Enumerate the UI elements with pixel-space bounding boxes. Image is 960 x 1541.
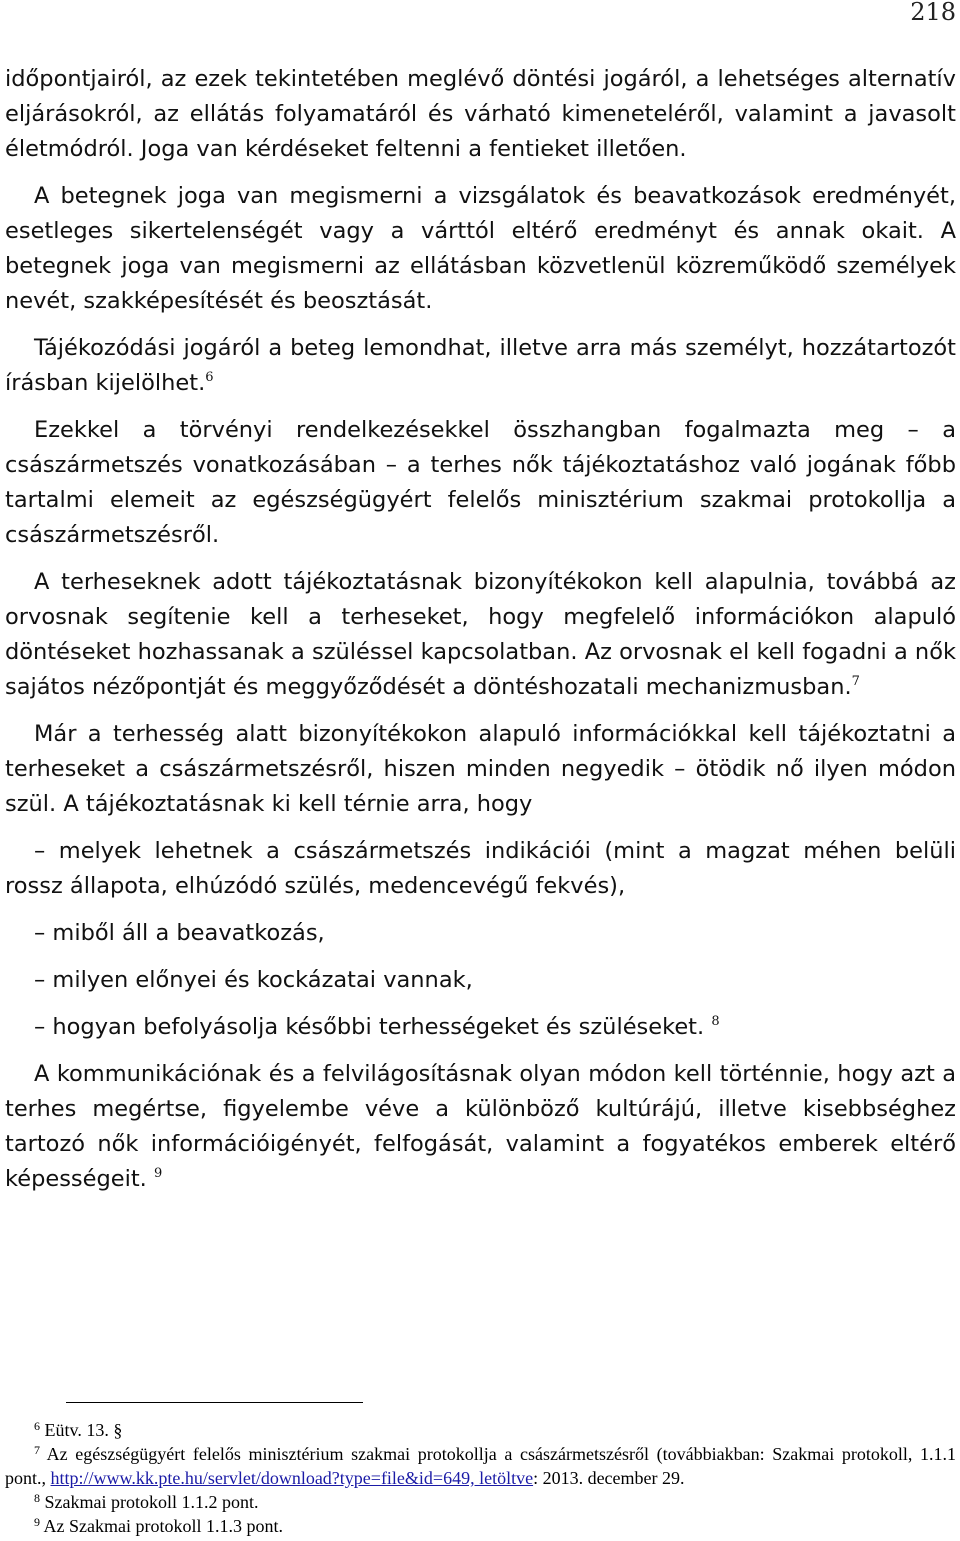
paragraph-5 — [5, 565, 956, 705]
footnote-7-text: Az egészségügyért felelős minisztérium szakmai protokollja a császármetszésről (továbbiakban: Szakmai protokoll, 1.1.1 pont., — [5, 1444, 956, 1488]
list-item-4-text: – hogyan befolyásolja későbbi terhességeket és szüléseket. — [34, 1014, 705, 1040]
footnote-divider — [66, 1402, 363, 1403]
footnote-number: 6 — [34, 1419, 40, 1433]
footnote-7-date: : 2013. december 29. — [533, 1468, 685, 1488]
paragraph-6 — [5, 717, 956, 822]
footnote-9-text: Az Szakmai protokoll 1.1.3 pont. — [43, 1516, 283, 1536]
paragraph-1 — [5, 62, 956, 167]
list-item — [5, 1010, 956, 1045]
paragraph-3 — [5, 331, 956, 401]
footnote-ref-9[interactable]: 9 — [154, 1166, 163, 1181]
list-item — [5, 963, 956, 998]
footnote-8-text: Szakmai protokoll 1.1.2 pont. — [44, 1492, 259, 1512]
footnote-number: 8 — [34, 1491, 40, 1505]
footnote-6 — [5, 1418, 956, 1442]
body-text — [5, 62, 956, 1209]
footnote-ref-6[interactable]: 6 — [205, 370, 214, 385]
footnote-number: 7 — [34, 1443, 40, 1457]
footnote-ref-8[interactable]: 8 — [711, 1014, 720, 1029]
footnote-7 — [5, 1442, 956, 1490]
paragraph-2-text: A betegnek joga van megismerni a vizsgálatok és beavatkozások eredményét, esetleges sikertelenségét vagy a várttól eltérő eredményt és annak okait. A betegnek joga van megismerni az ellátásban közvetlenül közreműködő személyek nevét, szakképesítését és beosztását. — [5, 183, 956, 314]
paragraph-7 — [5, 1057, 956, 1197]
section-mark: § — [113, 1420, 123, 1440]
list-item-3-text: – milyen előnyei és kockázatai vannak, — [34, 967, 473, 993]
footnote-8 — [5, 1490, 956, 1514]
paragraph-7-text: A kommunikációnak és a felvilágosításnak olyan módon kell történnie, hogy azt a terhes megértse, figyelembe véve a különböző kultúrájú, illetve kisebbséghez tartozó nők információigényét, felfogását, valamint a fogyatékos emberek eltérő képességeit. — [5, 1061, 956, 1192]
list-item-2-text: – miből áll a beavatkozás, — [34, 920, 325, 946]
paragraph-3-text: Tájékozódási jogáról a beteg lemondhat, illetve arra más személyt, hozzátartozót írásban kijelölhet. — [5, 335, 956, 396]
footnotes — [5, 1418, 956, 1538]
list-item — [5, 916, 956, 951]
paragraph-1-text: időpontjairól, az ezek tekintetében meglévő döntési jogáról, a lehetséges alternatív eljárásokról, az ellátás folyamatáról és várható kimeneteléről, valamint a javasolt életmódról. Joga van kérdéseket feltenni a fentieket illetően. — [5, 66, 956, 162]
paragraph-2 — [5, 179, 956, 319]
list-item-1-text: – melyek lehetnek a császármetszés indikációi (mint a magzat méhen belüli rossz állapota, elhúzódó szülés, medencevégű fekvés), — [5, 838, 956, 899]
footnote-number: 9 — [34, 1515, 40, 1529]
footnote-9 — [5, 1514, 956, 1538]
paragraph-4 — [5, 413, 956, 553]
footnote-6-text: Eütv. 13. — [44, 1420, 109, 1440]
page-number: 218 — [910, 0, 956, 26]
footnote-7-link[interactable]: http://www.kk.pte.hu/servlet/download?type=file&id=649, letöltve — [50, 1468, 534, 1488]
paragraph-4-text: Ezekkel a törvényi rendelkezésekkel összhangban fogalmazta meg – a császármetszés vonatkozásában – a terhes nők tájékoztatáshoz való jogának főbb tartalmi elemeit az egészségügyért felelős minisztérium szakmai protokollja a császármetszésről. — [5, 417, 956, 548]
paragraph-6-text: Már a terhesség alatt bizonyítékokon alapuló információkkal kell tájékoztatni a terheseket a császármetszésről, hiszen minden negyedik – ötödik nő ilyen módon szül. A tájékoztatásnak ki kell térnie arra, hogy — [5, 721, 956, 817]
paragraph-5-text: A terheseknek adott tájékoztatásnak bizonyítékokon kell alapulnia, továbbá az orvosnak segítenie kell a terheseket, hogy megfelelő információkon alapuló döntéseket hozhassanak a szüléssel kapcsolatban. Az orvosnak el kell fogadni a nők sajátos nézőpontját és meggyőződését a döntéshozatali mechanizmusban. — [5, 569, 956, 700]
footnote-ref-7[interactable]: 7 — [851, 674, 860, 689]
list-item — [5, 834, 956, 904]
